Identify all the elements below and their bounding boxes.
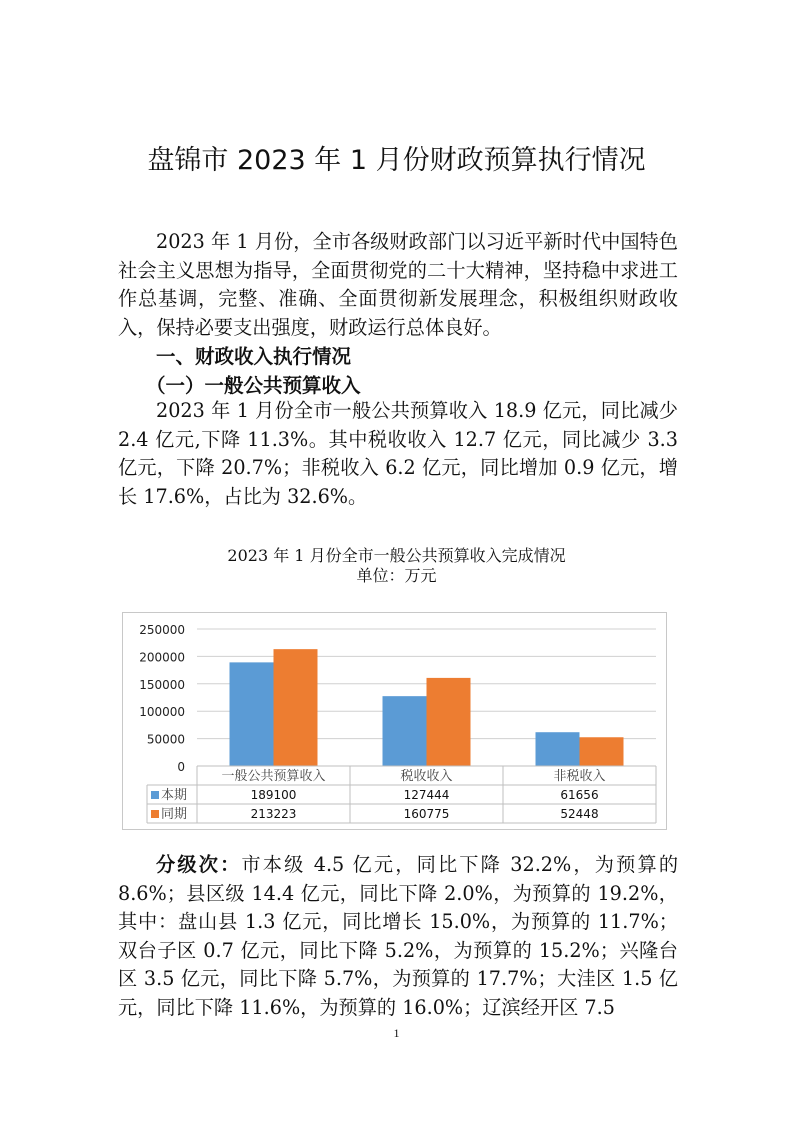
y-tick-label: 200000 [139,650,185,665]
chart-frame [122,612,667,830]
bar-current [536,732,580,766]
bar-prior [580,737,624,766]
levels-lead: 分级次： [156,853,242,876]
bar-prior [274,649,318,766]
data-label: 189100 [250,788,297,802]
x-category-label: 非税收入 [553,769,606,784]
levels-text: 市本级 4.5 亿元，同比下降 32.2%，为预算的 8.6%；县区级 14.4 亿元，同比下降 2.0%，为预算的 19.2%，其中：盘山县 1.3 亿元，同比增长 15.0%，为预算的 11.7%；双台子区 0.7 亿元，同比下降 5.2%，为预算的 15.2%；兴隆台区 3.5 亿元，同比下降 5.7%，为预算的 17.7%；大洼区 1.5 亿元，同比下降 11.6%，为预算的 16.0%；辽滨经开区 7.5 [118,853,679,1019]
page-number: 1 [393,1026,400,1040]
summary-paragraph [118,397,678,511]
y-tick-label: 250000 [139,623,185,637]
data-label: 213223 [250,807,297,821]
x-category-label: 一般公共预算收入 [221,769,326,784]
page-title: 盘锦市 2023 年 1 月份财政预算执行情况 [147,145,646,176]
bar-chart [123,613,668,831]
chart-subtitle: 单位：万元 [356,566,437,585]
y-tick-label: 100000 [139,705,185,720]
data-label: 160775 [403,807,450,821]
y-tick-label: 0 [177,760,185,774]
legend-label: 本期 [161,788,188,803]
subsection-heading: （一）一般公共预算收入 [146,374,361,397]
x-category-label: 税收收入 [400,769,453,784]
levels-paragraph [118,851,678,1023]
legend-swatch [151,791,159,799]
legend-label: 同期 [161,807,188,822]
summary-text: 2023 年 1 月份全市一般公共预算收入 18.9 亿元，同比减少 2.4 亿元,下降 11.3%。其中税收收入 12.7 亿元，同比减少 3.3 亿元，下降 20.7%；非税收入 6.2 亿元，同比增加 0.9 亿元，增长 17.6%，占比为 32.6%。 [118,399,678,508]
intro-text: 2023 年 1 月份，全市各级财政部门以习近平新时代中国特色社会主义思想为指导，全面贯彻党的二十大精神，坚持稳中求进工作总基调，完整、准确、全面贯彻新发展理念，积极组织财政收入，保持必要支出强度，财政运行总体良好。 [118,230,678,339]
chart-title: 2023 年 1 月份全市一般公共预算收入完成情况 [227,546,566,565]
data-label: 61656 [560,788,599,802]
bar-prior [427,678,471,766]
bar-current [383,696,427,766]
bar-current [230,662,274,766]
data-label: 52448 [560,807,599,821]
intro-paragraph [118,228,678,342]
y-tick-label: 50000 [146,732,185,747]
y-tick-label: 150000 [139,677,185,692]
legend-swatch [151,810,159,818]
data-label: 127444 [403,788,450,802]
section-heading: 一、财政收入执行情况 [156,345,352,368]
